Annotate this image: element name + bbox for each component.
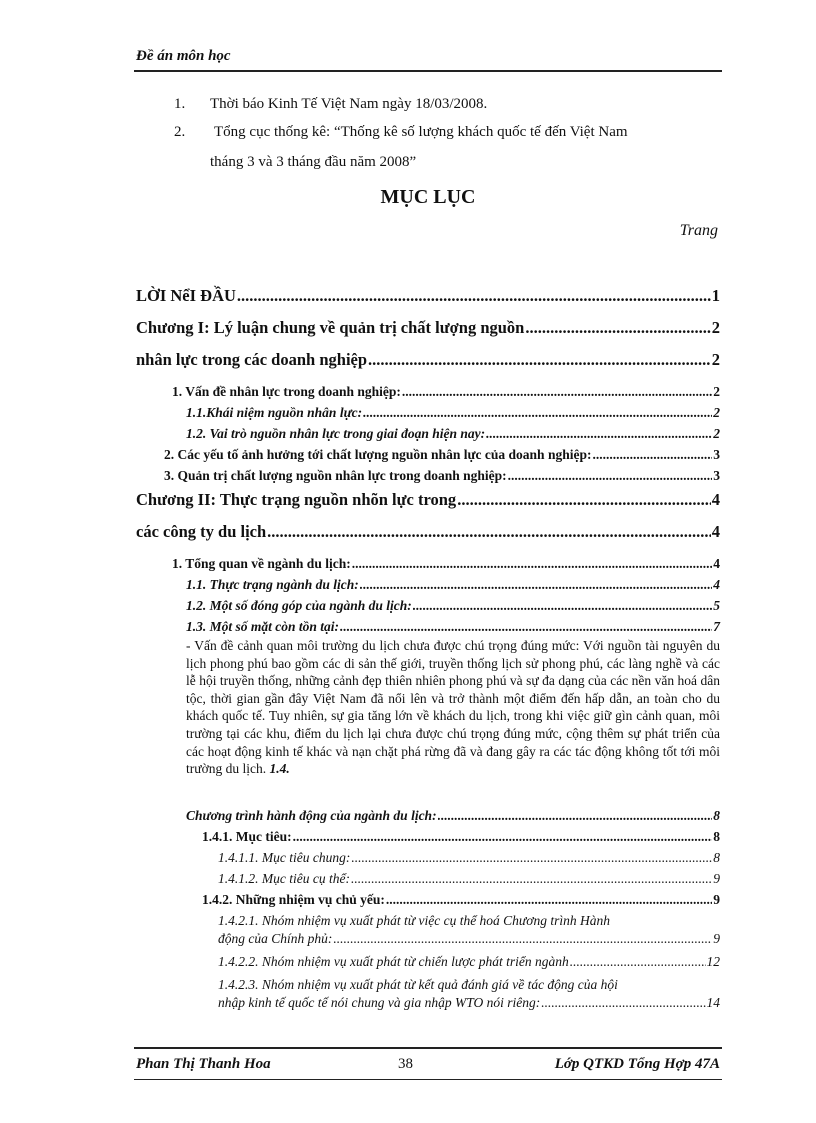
toc-entry[interactable] [186, 405, 720, 421]
toc-heading: MỤC LỤC [380, 186, 476, 208]
toc-entry[interactable] [136, 318, 720, 338]
toc-entry-page: 7 [713, 619, 720, 634]
toc-entry-page: 2 [713, 405, 720, 420]
toc-entry-title: 1. Tổng quan về ngành du lịch: [172, 556, 351, 571]
toc-entry-title: 1.1.Khái niệm nguồn nhân lực: [186, 405, 363, 420]
toc-entry-title: 1.4.2.2. Nhóm nhiệm vụ xuất phát từ chiến lược phát triển ngành [218, 954, 569, 969]
toc-entry-page: 3 [713, 468, 720, 483]
toc-entry-page: 14 [706, 995, 720, 1010]
document-header-title: Đề án môn học [136, 48, 231, 64]
toc-entry-title: động của Chính phủ: [218, 931, 333, 946]
footer-class: Lớp QTKD Tổng Hợp 47A [554, 1056, 720, 1072]
toc-entry-page: 8 [713, 850, 720, 865]
toc-entry-page: 9 [713, 871, 720, 886]
toc-entry[interactable] [202, 892, 720, 908]
toc-entry[interactable] [136, 490, 720, 510]
footer-page-number: 38 [398, 1056, 413, 1072]
toc-entry-page: 8 [713, 829, 720, 844]
toc-entry-title: nhân lực trong các doanh nghiệp [136, 350, 368, 369]
toc-entry-title: 1.4.1. Mục tiêu: [202, 829, 292, 844]
toc-entry[interactable] [186, 598, 720, 614]
toc-entry-page: 4 [711, 490, 720, 509]
toc-entry[interactable] [218, 871, 720, 887]
toc-entry-title-line1: 1.4.2.1. Nhóm nhiệm vụ xuất phát từ việc cụ thể hoá Chương trình Hành [218, 913, 611, 928]
footer-rule [134, 1047, 722, 1049]
toc-entry-title: Chương II: Thực trạng nguồn nhõn lực trong [136, 490, 457, 509]
document-footer [136, 1056, 720, 1076]
toc-entry-page: 2 [711, 318, 720, 337]
reference-number: 1. [174, 96, 186, 112]
toc-entry-page: 9 [713, 892, 720, 907]
footer-author: Phan Thị Thanh Hoa [136, 1056, 271, 1072]
toc-entry-page: 4 [713, 577, 720, 592]
toc-entry-title: 1.4.1.1. Mục tiêu chung: [218, 850, 351, 865]
toc-entry[interactable] [186, 619, 720, 635]
toc-entry-title: 1.3. Một số mặt còn tồn tại: [186, 619, 340, 634]
toc-entry[interactable] [218, 995, 720, 1011]
toc-entry-title-line1: 1.4.2.3. Nhóm nhiệm vụ xuất phát từ kết quả đánh giá về tác động của hội [218, 977, 618, 992]
toc-entry[interactable] [136, 522, 720, 542]
toc-entry-page: 8 [713, 808, 720, 823]
toc-entry[interactable] [136, 286, 720, 306]
toc-entry-page: 2 [711, 350, 720, 369]
reference-text: Tổng cục thống kê: “Thống kê số lượng khách quốc tế đến Việt Nam [214, 124, 628, 140]
toc-entry-title: 1.2. Vai trò nguồn nhân lực trong giai đoạn hiện nay: [186, 426, 486, 441]
toc-entry-title: 1. Vấn đề nhân lực trong doanh nghiệp: [172, 384, 401, 399]
toc-entry-page: 2 [713, 384, 720, 399]
toc-entry[interactable] [172, 556, 720, 572]
toc-paragraph [186, 637, 720, 778]
reference-text: Thời báo Kinh Tế Việt Nam ngày 18/03/2008. [210, 96, 488, 112]
toc-entry-page: 9 [713, 931, 720, 946]
toc-entry-title: 3. Quản trị chất lượng nguồn nhân lực trong doanh nghiệp: [164, 468, 507, 483]
toc-entry[interactable] [164, 468, 720, 484]
toc-entry-page: 2 [713, 426, 720, 441]
toc-entry[interactable] [218, 931, 720, 947]
toc-page-label: Trang [679, 222, 718, 239]
toc-entry[interactable] [186, 808, 720, 824]
toc-entry-title: 1.4.2. Những nhiệm vụ chủ yếu: [202, 892, 385, 907]
footer-bottom-rule [134, 1079, 722, 1080]
toc-entry-title: Chương I: Lý luận chung về quản trị chất lượng nguồn [136, 318, 525, 337]
toc-entry-title: 1.2. Một số đóng góp của ngành du lịch: [186, 598, 412, 613]
toc-entry[interactable] [186, 426, 720, 442]
toc-entry[interactable] [186, 577, 720, 593]
toc-entry-title: nhập kinh tế quốc tế nói chung và gia nhập WTO nói riêng: [218, 995, 541, 1010]
toc-entry-title: các công ty du lịch [136, 522, 267, 541]
toc-entry-title: 1.1. Thực trạng ngành du lịch: [186, 577, 359, 592]
toc-entry-page: 4 [713, 556, 720, 571]
toc-entry-page: 5 [713, 598, 720, 613]
paragraph-section-number: 1.4. [269, 761, 290, 777]
toc-entry-title: Chương trình hành động của ngành du lịch: [186, 808, 437, 823]
toc-entry[interactable] [218, 850, 720, 866]
header-rule [134, 70, 722, 72]
toc-entry[interactable] [218, 954, 720, 970]
reference-number: 2. [174, 124, 186, 140]
toc-entry[interactable] [202, 829, 720, 845]
toc-entry-page: 1 [711, 286, 720, 305]
reference-text-continued: tháng 3 và 3 tháng đầu năm 2008” [210, 154, 417, 170]
toc-entry-title: 2. Các yếu tố ảnh hưởng tới chất lượng nguồn nhân lực của doanh nghiệp: [164, 447, 592, 462]
toc-entry-title: 1.4.1.2. Mục tiêu cụ thể: [218, 871, 350, 886]
toc-entry[interactable] [136, 350, 720, 370]
paragraph-text: - Vấn đề cảnh quan môi trường du lịch chưa được chú trọng đúng mức: Với nguồn tài nguyên du lịch phong phú bao gồm các di sản thế giới, truyền thống lịch sử phong phú, các làng nghề và các lễ hội truyền thống, những cảnh đẹp thiên nhiên phong phú và sự đa dạng của các nền văn hoá dân tộc, thời gian gần đây Việt Nam đã nổi lên và trở thành một điểm đến hấp dẫn, an toàn cho du khách quốc tế. Tuy nhiên, sự gia tăng lớn về khách du lịch, trong khi việc giữ gìn cảnh quan, môi trường tại các khu, điểm du lịch lại chưa được chú trọng đúng mức, cộng thêm sự phát triển của các hoạt động kinh tế khác và nạn chặt phá rừng đã và đang gây ra các tác động không tốt tới môi trường du lịch. [186, 638, 720, 777]
toc-entry[interactable] [164, 447, 720, 463]
toc-entry-page: 12 [706, 954, 720, 969]
toc-entry-page: 4 [711, 522, 720, 541]
toc-entry-title: LỜI NểI ĐẦU [136, 286, 236, 305]
toc-entry[interactable] [172, 384, 720, 400]
toc-entry-page: 3 [713, 447, 720, 462]
